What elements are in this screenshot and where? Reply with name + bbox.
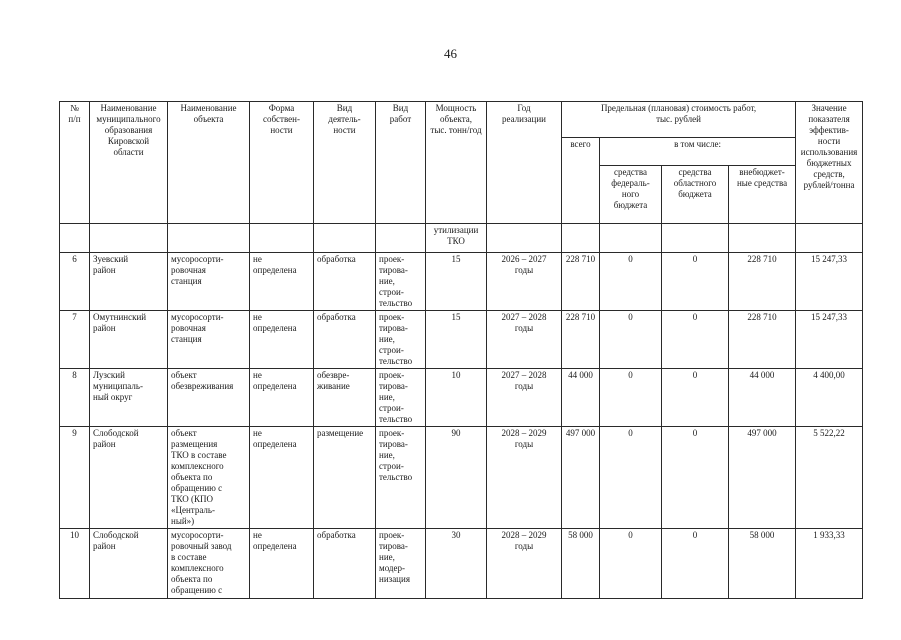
row-year: 2028 – 2029 годы bbox=[487, 529, 562, 599]
row-ownership: не определена bbox=[250, 529, 314, 599]
row-regional: 0 bbox=[662, 529, 729, 599]
table-row bbox=[60, 427, 863, 529]
row-object: объект размещения ТКО в составе комплексного объекта по обращению с ТКО (КПО «Централь- ный») bbox=[168, 427, 250, 529]
row-capacity: 90 bbox=[426, 427, 487, 529]
header-cost: Предельная (плановая) стоимость работ, тыс. рублей bbox=[562, 102, 796, 138]
row-federal: 0 bbox=[600, 529, 662, 599]
row-total: 44 000 bbox=[562, 369, 600, 427]
header-capacity: Мощность объекта, тыс. тонн/год bbox=[426, 102, 487, 224]
row-total: 228 710 bbox=[562, 311, 600, 369]
row-ownership: не определена bbox=[250, 369, 314, 427]
header-total: всего bbox=[562, 138, 600, 224]
row-object: мусоросорти- ровочная станция bbox=[168, 253, 250, 311]
row-activity: обработка bbox=[314, 529, 376, 599]
row-municipality: Омутнинский район bbox=[90, 311, 168, 369]
row-work: проек- тирова- ние, строи- тельство bbox=[376, 311, 426, 369]
row-work: проек- тирова- ние, строи- тельство bbox=[376, 427, 426, 529]
continuation-cell: утилизации ТКО bbox=[426, 224, 487, 253]
row-federal: 0 bbox=[600, 253, 662, 311]
table-row bbox=[60, 311, 863, 369]
row-capacity: 15 bbox=[426, 253, 487, 311]
row-capacity: 15 bbox=[426, 311, 487, 369]
row-activity: размещение bbox=[314, 427, 376, 529]
row-work: проек- тирова- ние, модер- низация bbox=[376, 529, 426, 599]
row-object: мусоросорти- ровочный завод в составе комплексного объекта по обращению с bbox=[168, 529, 250, 599]
row-object: мусоросорти- ровочная станция bbox=[168, 311, 250, 369]
page-number: 46 bbox=[444, 46, 457, 61]
row-extra: 44 000 bbox=[729, 369, 796, 427]
row-num: 8 bbox=[60, 369, 90, 427]
row-municipality: Слободской район bbox=[90, 529, 168, 599]
row-num: 7 bbox=[60, 311, 90, 369]
row-ownership: не определена bbox=[250, 253, 314, 311]
row-municipality: Лузский муниципаль- ный округ bbox=[90, 369, 168, 427]
row-year: 2027 – 2028 годы bbox=[487, 311, 562, 369]
row-municipality: Зуевский район bbox=[90, 253, 168, 311]
row-capacity: 10 bbox=[426, 369, 487, 427]
header-federal: средства федераль- ного бюджета bbox=[600, 166, 662, 224]
header-activity: Вид деятель- ности bbox=[314, 102, 376, 224]
row-regional: 0 bbox=[662, 427, 729, 529]
row-object: объект обезвреживания bbox=[168, 369, 250, 427]
row-regional: 0 bbox=[662, 369, 729, 427]
row-regional: 0 bbox=[662, 253, 729, 311]
row-year: 2026 – 2027 годы bbox=[487, 253, 562, 311]
row-activity: обезвре- живание bbox=[314, 369, 376, 427]
table-row bbox=[60, 369, 863, 427]
header-object-name: Наименование объекта bbox=[168, 102, 250, 224]
row-num: 10 bbox=[60, 529, 90, 599]
row-extra: 58 000 bbox=[729, 529, 796, 599]
header-including: в том числе: bbox=[600, 138, 796, 166]
row-capacity: 30 bbox=[426, 529, 487, 599]
row-extra: 497 000 bbox=[729, 427, 796, 529]
row-efficiency: 5 522,22 bbox=[796, 427, 863, 529]
row-efficiency: 15 247,33 bbox=[796, 311, 863, 369]
row-efficiency: 4 400,00 bbox=[796, 369, 863, 427]
row-total: 228 710 bbox=[562, 253, 600, 311]
row-federal: 0 bbox=[600, 311, 662, 369]
table-row bbox=[60, 253, 863, 311]
row-regional: 0 bbox=[662, 311, 729, 369]
header-work: Вид работ bbox=[376, 102, 426, 224]
row-work: проек- тирова- ние, строи- тельство bbox=[376, 253, 426, 311]
row-activity: обработка bbox=[314, 311, 376, 369]
row-federal: 0 bbox=[600, 369, 662, 427]
row-efficiency: 15 247,33 bbox=[796, 253, 863, 311]
header-year: Год реализации bbox=[487, 102, 562, 224]
row-work: проек- тирова- ние, строи- тельство bbox=[376, 369, 426, 427]
row-num: 6 bbox=[60, 253, 90, 311]
row-extra: 228 710 bbox=[729, 253, 796, 311]
header-ownership: Форма собствен- ности bbox=[250, 102, 314, 224]
row-year: 2027 – 2028 годы bbox=[487, 369, 562, 427]
row-num: 9 bbox=[60, 427, 90, 529]
row-efficiency: 1 933,33 bbox=[796, 529, 863, 599]
table-row bbox=[60, 529, 863, 599]
header-efficiency: Значение показателя эффектив- ности использования бюджетных средств, рублей/тонна bbox=[796, 102, 863, 224]
row-extra: 228 710 bbox=[729, 311, 796, 369]
header-num: № п/п bbox=[60, 102, 90, 224]
row-ownership: не определена bbox=[250, 311, 314, 369]
row-ownership: не определена bbox=[250, 427, 314, 529]
header-regional: средства областного бюджета bbox=[662, 166, 729, 224]
row-activity: обработка bbox=[314, 253, 376, 311]
row-year: 2028 – 2029 годы bbox=[487, 427, 562, 529]
header-municipality: Наименование муниципального образования Кировской области bbox=[90, 102, 168, 224]
data-table bbox=[59, 101, 863, 599]
row-federal: 0 bbox=[600, 427, 662, 529]
row-total: 497 000 bbox=[562, 427, 600, 529]
row-total: 58 000 bbox=[562, 529, 600, 599]
header-extrabudget: внебюджет- ные средства bbox=[729, 166, 796, 224]
row-municipality: Слободской район bbox=[90, 427, 168, 529]
